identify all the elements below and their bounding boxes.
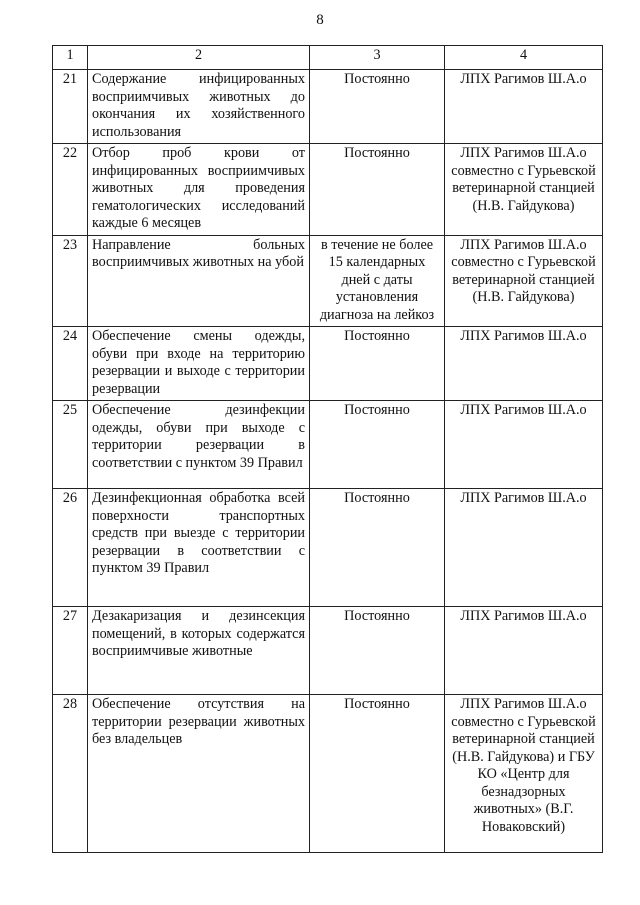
measure-description: Обеспечение отсутствия на территории резервации животных без владельцев [88, 695, 310, 853]
measure-description: Дезинфекционная обработка всей поверхности транспортных средств при выезде с территории резервации в соответствии с пунктом 39 Правил [88, 489, 310, 607]
measure-description: Направление больных восприимчивых животных на убой [88, 235, 310, 327]
table-row [53, 695, 603, 853]
header-cell-4: 4 [445, 46, 603, 70]
header-row [53, 46, 603, 70]
header-cell-2: 2 [88, 46, 310, 70]
table-row [53, 70, 603, 144]
measure-period: Постоянно [310, 327, 445, 401]
table-row [53, 489, 603, 607]
measure-period: Постоянно [310, 70, 445, 144]
measure-period: Постоянно [310, 695, 445, 853]
measure-responsible: ЛПХ Рагимов Ш.А.о совместно с Гурьевской ветеринарной станцией (Н.В. Гайдукова) и ГБУ КО «Центр для безнадзорных животных» (В.Г. Новаковский) [445, 695, 603, 853]
row-number: 26 [53, 489, 88, 607]
row-number: 28 [53, 695, 88, 853]
measures-table [52, 45, 603, 853]
row-number: 24 [53, 327, 88, 401]
table-row [53, 327, 603, 401]
header-cell-3: 3 [310, 46, 445, 70]
row-number: 27 [53, 607, 88, 695]
row-number: 25 [53, 401, 88, 489]
row-number: 21 [53, 70, 88, 144]
measure-responsible: ЛПХ Рагимов Ш.А.о [445, 401, 603, 489]
measure-responsible: ЛПХ Рагимов Ш.А.о [445, 327, 603, 401]
measure-description: Обеспечение смены одежды, обуви при входе на территорию резервации и выходе с территории резервации [88, 327, 310, 401]
measure-description: Содержание инфицированных восприимчивых животных до окончания их хозяйственного использования [88, 70, 310, 144]
page-number: 8 [316, 12, 324, 28]
measure-period: в течение не более 15 календарных дней с даты установления диагноза на лейкоз [310, 235, 445, 327]
measure-responsible: ЛПХ Рагимов Ш.А.о [445, 70, 603, 144]
measure-responsible: ЛПХ Рагимов Ш.А.о совместно с Гурьевской ветеринарной станцией (Н.В. Гайдукова) [445, 144, 603, 236]
measure-period: Постоянно [310, 489, 445, 607]
measure-description: Дезакаризация и дезинсекция помещений, в которых содержатся восприимчивые животные [88, 607, 310, 695]
header-cell-1: 1 [53, 46, 88, 70]
measure-period: Постоянно [310, 401, 445, 489]
measure-responsible: ЛПХ Рагимов Ш.А.о совместно с Гурьевской ветеринарной станцией (Н.В. Гайдукова) [445, 235, 603, 327]
row-number: 22 [53, 144, 88, 236]
table-row [53, 401, 603, 489]
row-number: 23 [53, 235, 88, 327]
measure-description: Обеспечение дезинфекции одежды, обуви при выходе с территории резервации в соответствии с пунктом 39 Правил [88, 401, 310, 489]
measure-period: Постоянно [310, 607, 445, 695]
measure-period: Постоянно [310, 144, 445, 236]
table-row [53, 235, 603, 327]
measure-description: Отбор проб крови от инфицированных восприимчивых животных для проведения гематологических исследований каждые 6 месяцев [88, 144, 310, 236]
table-row [53, 607, 603, 695]
table-row [53, 144, 603, 236]
measure-responsible: ЛПХ Рагимов Ш.А.о [445, 489, 603, 607]
measure-responsible: ЛПХ Рагимов Ш.А.о [445, 607, 603, 695]
